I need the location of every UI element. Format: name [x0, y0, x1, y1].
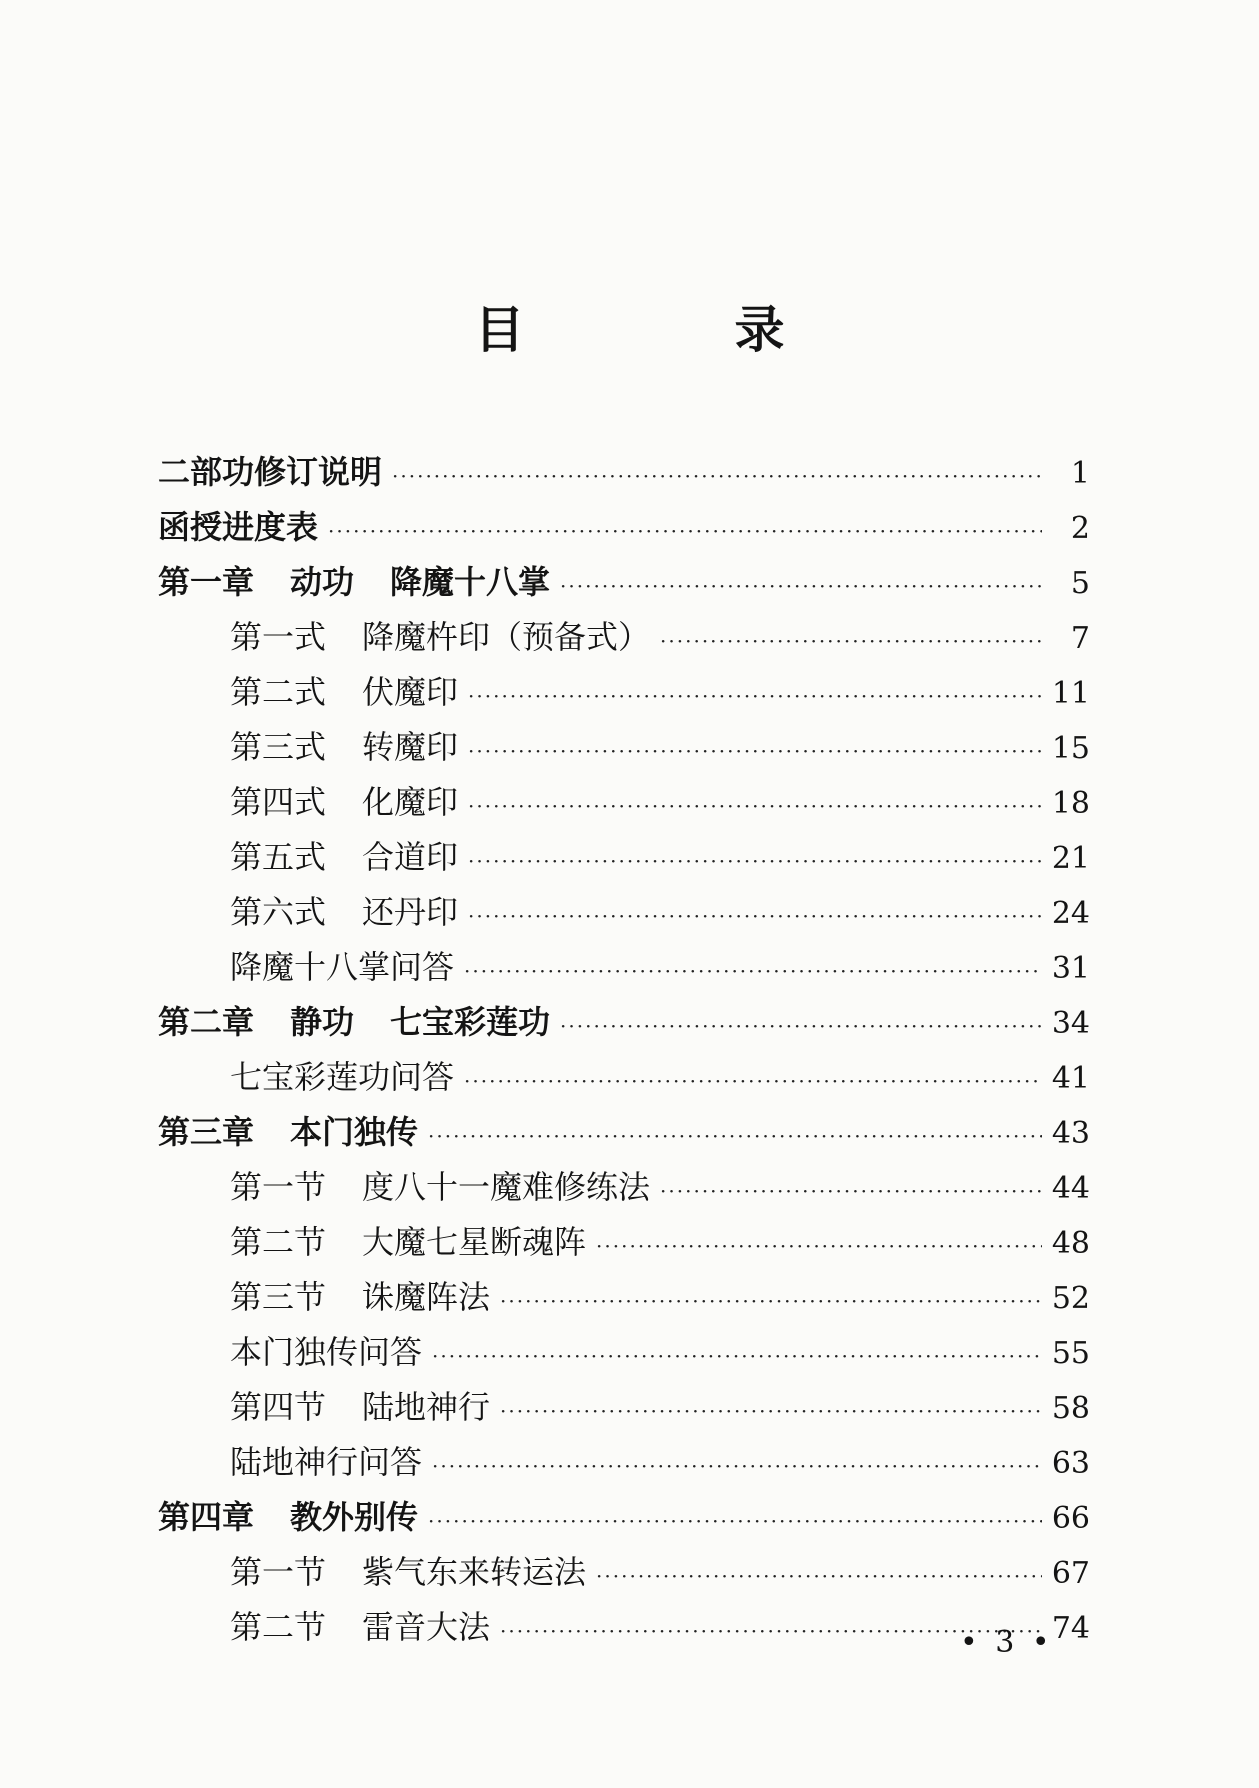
- toc-entry[interactable]: [158, 1160, 1090, 1215]
- toc-entry[interactable]: [158, 610, 1090, 665]
- dot-leader: [392, 449, 1042, 504]
- toc-entry-page: 66: [1051, 1501, 1090, 1536]
- toc-entry-page: 5: [1070, 566, 1090, 601]
- toc-entry-title-part: 紫气东来转运法: [362, 1553, 587, 1591]
- toc-entry-page: 44: [1051, 1171, 1090, 1206]
- toc-entry-title-part: 静功: [290, 1003, 355, 1041]
- toc-entry-title-part: 陆地神行: [362, 1388, 491, 1426]
- page-number: • 3 •: [960, 1625, 1054, 1660]
- toc-entry-page: 34: [1051, 1006, 1090, 1041]
- toc-entry-title-part: 第二节: [230, 1223, 327, 1261]
- toc-entry-title-part: 本门独传问答: [230, 1333, 423, 1371]
- toc-entry[interactable]: [158, 1600, 1090, 1655]
- toc-entry-page: 67: [1051, 1556, 1090, 1591]
- toc-entry-title-part: 二部功修订说明: [158, 453, 383, 491]
- toc-entry-title-part: 第四式: [230, 783, 327, 821]
- toc-entry-title-part: 化魔印: [362, 783, 459, 821]
- dot-leader: [432, 1439, 1042, 1494]
- toc-entry-title-part: 第四节: [230, 1388, 327, 1426]
- toc-entry[interactable]: [158, 775, 1090, 830]
- toc-entry-title: [230, 1600, 500, 1655]
- toc-entry-title-part: 伏魔印: [362, 673, 459, 711]
- toc-entry-page: 63: [1051, 1446, 1090, 1481]
- toc-entry-page: 18: [1051, 786, 1090, 821]
- toc-entry[interactable]: [158, 1380, 1090, 1435]
- toc-entry-title-part: 动功: [290, 563, 355, 601]
- table-of-contents: [158, 445, 1090, 1655]
- toc-entry-title-part: 降魔十八掌: [390, 563, 551, 601]
- dot-leader: [464, 1054, 1042, 1109]
- toc-entry-title-part: 降魔杵印（预备式）: [362, 618, 651, 656]
- toc-entry[interactable]: [158, 1490, 1090, 1545]
- toc-entry[interactable]: [158, 555, 1090, 610]
- toc-entry-title: [230, 720, 468, 775]
- toc-entry-title-part: 第一式: [230, 618, 327, 656]
- toc-entry[interactable]: [158, 1270, 1090, 1325]
- toc-entry[interactable]: [158, 1545, 1090, 1600]
- dot-leader: [660, 614, 1042, 669]
- toc-entry-title: [158, 1490, 428, 1545]
- toc-entry-page: 43: [1051, 1116, 1090, 1151]
- dot-leader: [468, 889, 1042, 944]
- toc-entry-title: [230, 940, 464, 995]
- toc-entry[interactable]: [158, 995, 1090, 1050]
- toc-entry-title-part: 大魔七星断魂阵: [362, 1223, 587, 1261]
- toc-entry[interactable]: [158, 720, 1090, 775]
- toc-entry-page: 2: [1070, 511, 1090, 546]
- toc-entry-page: 24: [1051, 896, 1090, 931]
- toc-entry[interactable]: [158, 885, 1090, 940]
- toc-entry-title-part: 七宝彩莲功: [390, 1003, 551, 1041]
- toc-entry[interactable]: [158, 445, 1090, 500]
- toc-entry[interactable]: [158, 665, 1090, 720]
- toc-entry-page: 7: [1070, 621, 1090, 656]
- dot-leader: [428, 1494, 1042, 1549]
- toc-entry-page: 58: [1051, 1391, 1090, 1426]
- toc-entry-title: [158, 995, 560, 1050]
- toc-entry-title: [158, 555, 560, 610]
- dot-leader: [596, 1549, 1042, 1604]
- toc-entry-title-part: 度八十一魔难修练法: [362, 1168, 651, 1206]
- dot-leader: [464, 944, 1042, 999]
- toc-entry[interactable]: [158, 830, 1090, 885]
- toc-entry-title-part: 第一节: [230, 1168, 327, 1206]
- toc-entry-title-part: 转魔印: [362, 728, 459, 766]
- toc-entry-title-part: 还丹印: [362, 893, 459, 931]
- toc-entry-title: [230, 1050, 464, 1105]
- toc-entry-page: 52: [1051, 1281, 1090, 1316]
- toc-entry-title-part: 七宝彩莲功问答: [230, 1058, 455, 1096]
- toc-entry-page: 15: [1051, 731, 1090, 766]
- dot-leader: [468, 669, 1042, 724]
- toc-entry-title-part: 降魔十八掌问答: [230, 948, 455, 986]
- toc-entry-title-part: 雷音大法: [362, 1608, 491, 1646]
- toc-entry-title-part: 本门独传: [290, 1113, 419, 1151]
- toc-entry-title: [230, 1325, 432, 1380]
- toc-entry-title-part: 第三章: [158, 1113, 255, 1151]
- toc-entry-title: [230, 830, 468, 885]
- dot-leader: [560, 559, 1042, 614]
- toc-entry[interactable]: [158, 1105, 1090, 1160]
- dot-leader: [468, 724, 1042, 779]
- toc-entry-title: [158, 445, 392, 500]
- toc-entry-title-part: 陆地神行问答: [230, 1443, 423, 1481]
- toc-entry[interactable]: [158, 1215, 1090, 1270]
- page-title: 目 录: [474, 301, 865, 359]
- toc-entry-title: [158, 1105, 428, 1160]
- toc-entry-title: [230, 1215, 596, 1270]
- dot-leader: [500, 1274, 1042, 1329]
- toc-entry-title-part: 第二式: [230, 673, 327, 711]
- dot-leader: [328, 504, 1042, 559]
- toc-entry-title-part: 第四章: [158, 1498, 255, 1536]
- toc-entry[interactable]: [158, 1050, 1090, 1105]
- toc-entry-title-part: 诛魔阵法: [362, 1278, 491, 1316]
- toc-entry-page: 74: [1051, 1611, 1090, 1646]
- dot-leader: [660, 1164, 1042, 1219]
- toc-entry-title-part: 第五式: [230, 838, 327, 876]
- toc-entry-page: 41: [1051, 1061, 1090, 1096]
- toc-entry-title-part: 第六式: [230, 893, 327, 931]
- toc-entry-page: 48: [1051, 1226, 1090, 1261]
- toc-entry-title-part: 教外别传: [290, 1498, 419, 1536]
- toc-entry-title: [230, 665, 468, 720]
- toc-entry[interactable]: [158, 1325, 1090, 1380]
- toc-entry-title: [230, 885, 468, 940]
- toc-entry-page: 21: [1051, 841, 1090, 876]
- dot-leader: [500, 1384, 1042, 1439]
- dot-leader: [596, 1219, 1042, 1274]
- toc-entry[interactable]: [158, 1435, 1090, 1490]
- toc-entry-title-part: 第三节: [230, 1278, 327, 1316]
- toc-entry-title: [230, 1380, 500, 1435]
- toc-entry-title-part: 函授进度表: [158, 508, 319, 546]
- toc-entry-title-part: 第二章: [158, 1003, 255, 1041]
- toc-entry-title-part: 第三式: [230, 728, 327, 766]
- toc-entry-page: 11: [1051, 676, 1090, 711]
- toc-entry-title: [230, 610, 660, 665]
- toc-entry-page: 55: [1051, 1336, 1090, 1371]
- toc-entry-title-part: 第二节: [230, 1608, 327, 1646]
- toc-entry[interactable]: [158, 500, 1090, 555]
- toc-entry-title: [230, 775, 468, 830]
- toc-entry-title: [230, 1545, 596, 1600]
- toc-entry-title-part: 合道印: [362, 838, 459, 876]
- dot-leader: [560, 999, 1042, 1054]
- dot-leader: [468, 834, 1042, 889]
- toc-entry[interactable]: [158, 940, 1090, 995]
- toc-entry-title: [158, 500, 328, 555]
- dot-leader: [428, 1109, 1042, 1164]
- dot-leader: [468, 779, 1042, 834]
- toc-entry-page: 1: [1070, 456, 1090, 491]
- toc-entry-title: [230, 1270, 500, 1325]
- toc-entry-page: 31: [1051, 951, 1090, 986]
- dot-leader: [432, 1329, 1042, 1384]
- toc-entry-title-part: 第一章: [158, 563, 255, 601]
- toc-entry-title: [230, 1160, 660, 1215]
- toc-entry-title-part: 第一节: [230, 1553, 327, 1591]
- toc-entry-title: [230, 1435, 432, 1490]
